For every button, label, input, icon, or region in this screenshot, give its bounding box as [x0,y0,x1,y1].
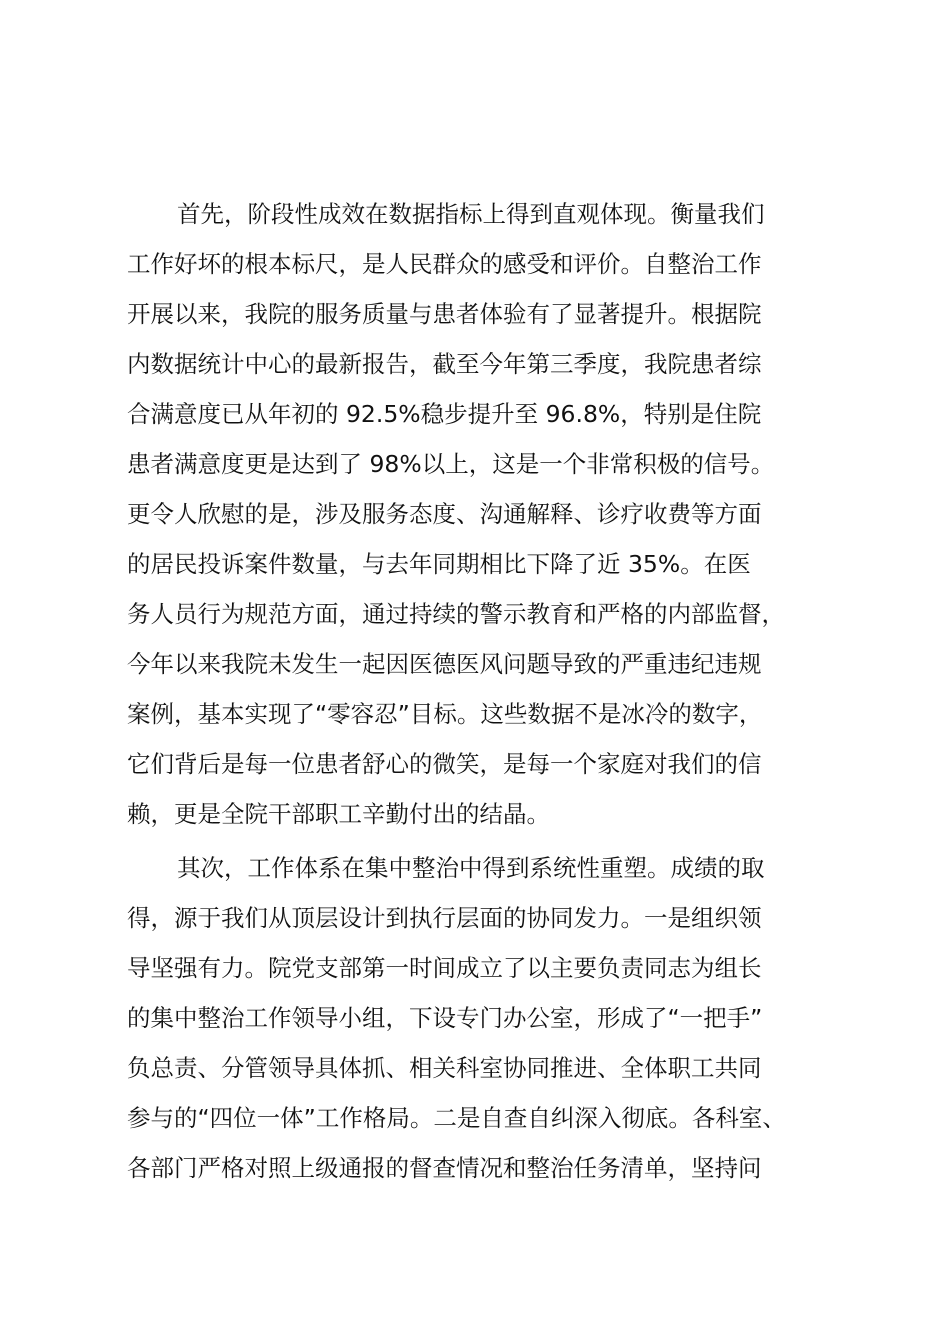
paragraph-1-line-5: 合满意度已从年初的 92.5%稳步提升至 96.8%，特别是住院 [127,400,762,428]
paragraph-1-line-2: 工作好坏的根本标尺，是人民群众的感受和评价。自整治工作 [127,250,762,278]
paragraph-1-line-7: 更令人欣慰的是，涉及服务态度、沟通解释、诊疗收费等方面 [127,500,762,528]
paragraph-1-line-13: 赖，更是全院干部职工辛勤付出的结晶。 [127,800,550,828]
paragraph-2-line-1: 其次，工作体系在集中整治中得到系统性重塑。成绩的取 [177,854,765,882]
paragraph-2-line-4: 的集中整治工作领导小组，下设专门办公室，形成了“一把手” [127,1004,763,1032]
paragraph-1-line-12: 它们背后是每一位患者舒心的微笑，是每一个家庭对我们的信 [127,750,762,778]
paragraph-1-line-11: 案例，基本实现了“零容忍”目标。这些数据不是冰冷的数字， [127,700,763,728]
paragraph-1-line-3: 开展以来，我院的服务质量与患者体验有了显著提升。根据院 [127,300,762,328]
paragraph-2-line-7: 各部门严格对照上级通报的督查情况和整治任务清单，坚持问 [127,1154,762,1182]
paragraph-1-line-10: 今年以来我院未发生一起因医德医风问题导致的严重违纪违规 [127,650,762,678]
paragraph-1-line-4: 内数据统计中心的最新报告，截至今年第三季度，我院患者综 [127,350,762,378]
paragraph-2-line-5: 负总责、分管领导具体抓、相关科室协同推进、全体职工共同 [127,1054,762,1082]
paragraph-2-line-2: 得，源于我们从顶层设计到执行层面的协同发力。一是组织领 [127,904,762,932]
paragraph-1-line-6: 患者满意度更是达到了 98%以上，这是一个非常积极的信号。 [127,450,775,478]
paragraph-1-line-8: 的居民投诉案件数量，与去年同期相比下降了近 35%。在医 [127,550,751,578]
paragraph-1-line-9: 务人员行为规范方面，通过持续的警示教育和严格的内部监督， [127,600,785,628]
paragraph-2-line-3: 导坚强有力。院党支部第一时间成立了以主要负责同志为组长 [127,954,762,982]
paragraph-1-line-1: 首先，阶段性成效在数据指标上得到直观体现。衡量我们 [177,200,765,228]
paragraph-2-line-6: 参与的“四位一体”工作格局。二是自查自纠深入彻底。各科室、 [127,1104,786,1132]
